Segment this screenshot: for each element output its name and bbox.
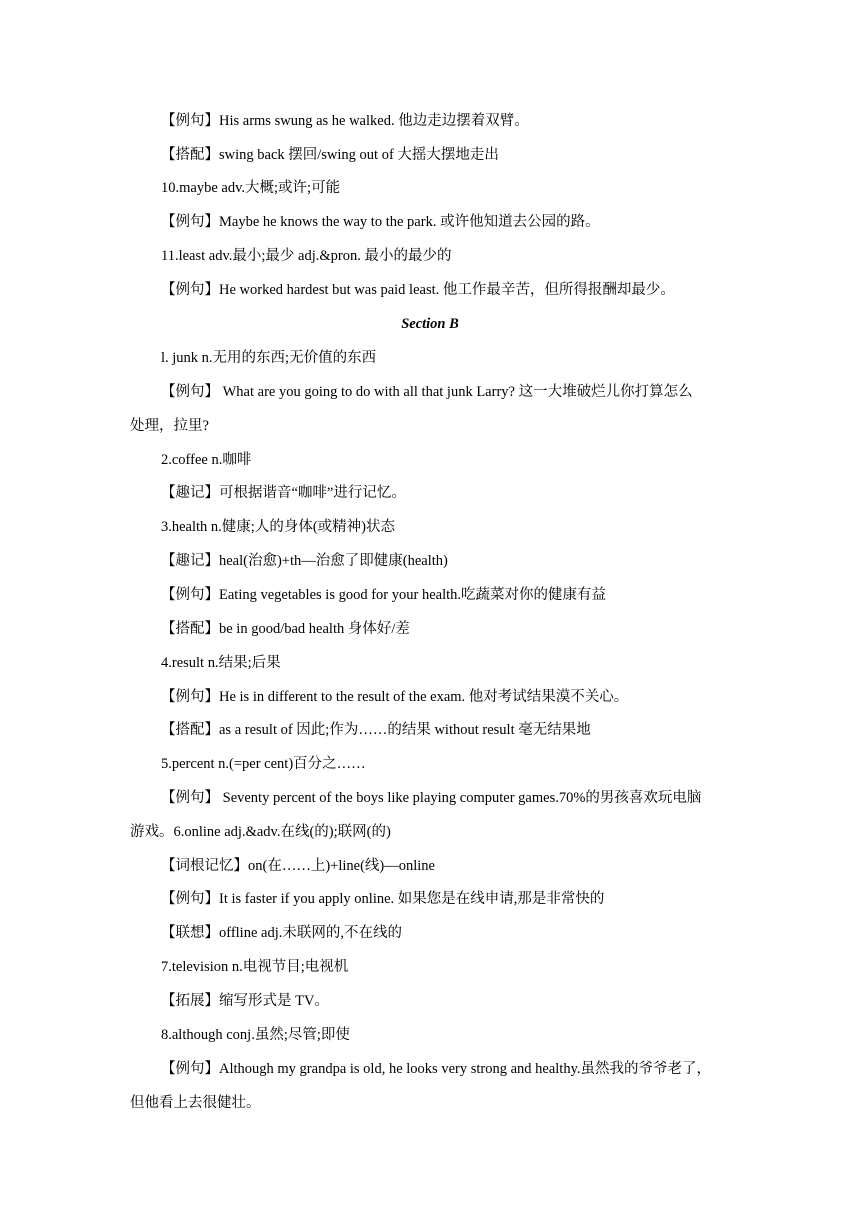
example-sentence-junk: 【例句】 What are you going to do with all that junk Larry? 这一大堆破烂儿你打算怎么 bbox=[161, 384, 693, 400]
example-sentence-percent: 【例句】 Seventy percent of the boys like playing computer games.70%的男孩喜欢玩电脑 bbox=[161, 790, 702, 806]
entry-coffee: 2.coffee n.咖啡 bbox=[161, 452, 252, 468]
memory-tip-coffee: 【趣记】可根据谐音“咖啡”进行记忆。 bbox=[161, 485, 406, 501]
entry-junk: l. junk n.无用的东西;无价值的东西 bbox=[161, 350, 377, 366]
entry-health: 3.health n.健康;人的身体(或精神)状态 bbox=[161, 519, 395, 535]
entry-least: 11.least adv.最小;最少 adj.&pron. 最小的最少的 bbox=[161, 248, 452, 264]
entry-television: 7.television n.电视节目;电视机 bbox=[161, 959, 349, 975]
example-sentence-least: 【例句】He worked hardest but was paid least. 他工作最辛苦，但所得报酬却最少。 bbox=[161, 282, 675, 298]
example-sentence-online: 【例句】It is faster if you apply online. 如果您是在线申请,那是非常快的 bbox=[161, 891, 605, 907]
memory-tip-health: 【趣记】heal(治愈)+th—治愈了即健康(health) bbox=[161, 553, 448, 569]
example-sentence-junk-cont: 处理，拉里? bbox=[130, 418, 209, 434]
example-sentence-although-cont: 但他看上去很健壮。 bbox=[130, 1095, 261, 1111]
entry-maybe: 10.maybe adv.大概;或许;可能 bbox=[161, 180, 341, 196]
entry-percent: 5.percent n.(=per cent)百分之…… bbox=[161, 756, 366, 772]
entry-online: 游戏。6.online adj.&adv.在线(的);联网(的) bbox=[130, 824, 391, 840]
example-sentence-although: 【例句】Although my grandpa is old, he looks very strong and healthy.虽然我的爷爷老了， bbox=[161, 1061, 712, 1077]
root-memory-online: 【词根记忆】on(在……上)+line(线)—online bbox=[161, 858, 435, 874]
association-offline: 【联想】offline adj.未联网的,不在线的 bbox=[161, 925, 402, 941]
collocation-result: 【搭配】as a result of 因此;作为……的结果 without result 毫无结果地 bbox=[161, 722, 591, 738]
collocation-swing: 【搭配】swing back 摆回/swing out of 大摇大摆地走出 bbox=[161, 147, 499, 163]
example-sentence-swing: 【例句】His arms swung as he walked. 他边走边摆着双臂。 bbox=[161, 113, 529, 129]
extension-tv: 【拓展】缩写形式是 TV。 bbox=[161, 993, 329, 1009]
example-sentence-maybe: 【例句】Maybe he knows the way to the park. 或许他知道去公园的路。 bbox=[161, 214, 600, 230]
entry-result: 4.result n.结果;后果 bbox=[161, 655, 281, 671]
entry-although: 8.although conj.虽然;尽管;即使 bbox=[161, 1027, 350, 1043]
collocation-health: 【搭配】be in good/bad health 身体好/差 bbox=[161, 621, 410, 637]
section-heading: Section B bbox=[401, 316, 459, 332]
example-sentence-result: 【例句】He is in different to the result of the exam. 他对考试结果漠不关心。 bbox=[161, 689, 629, 705]
example-sentence-health: 【例句】Eating vegetables is good for your health.吃蔬菜对你的健康有益 bbox=[161, 587, 607, 603]
